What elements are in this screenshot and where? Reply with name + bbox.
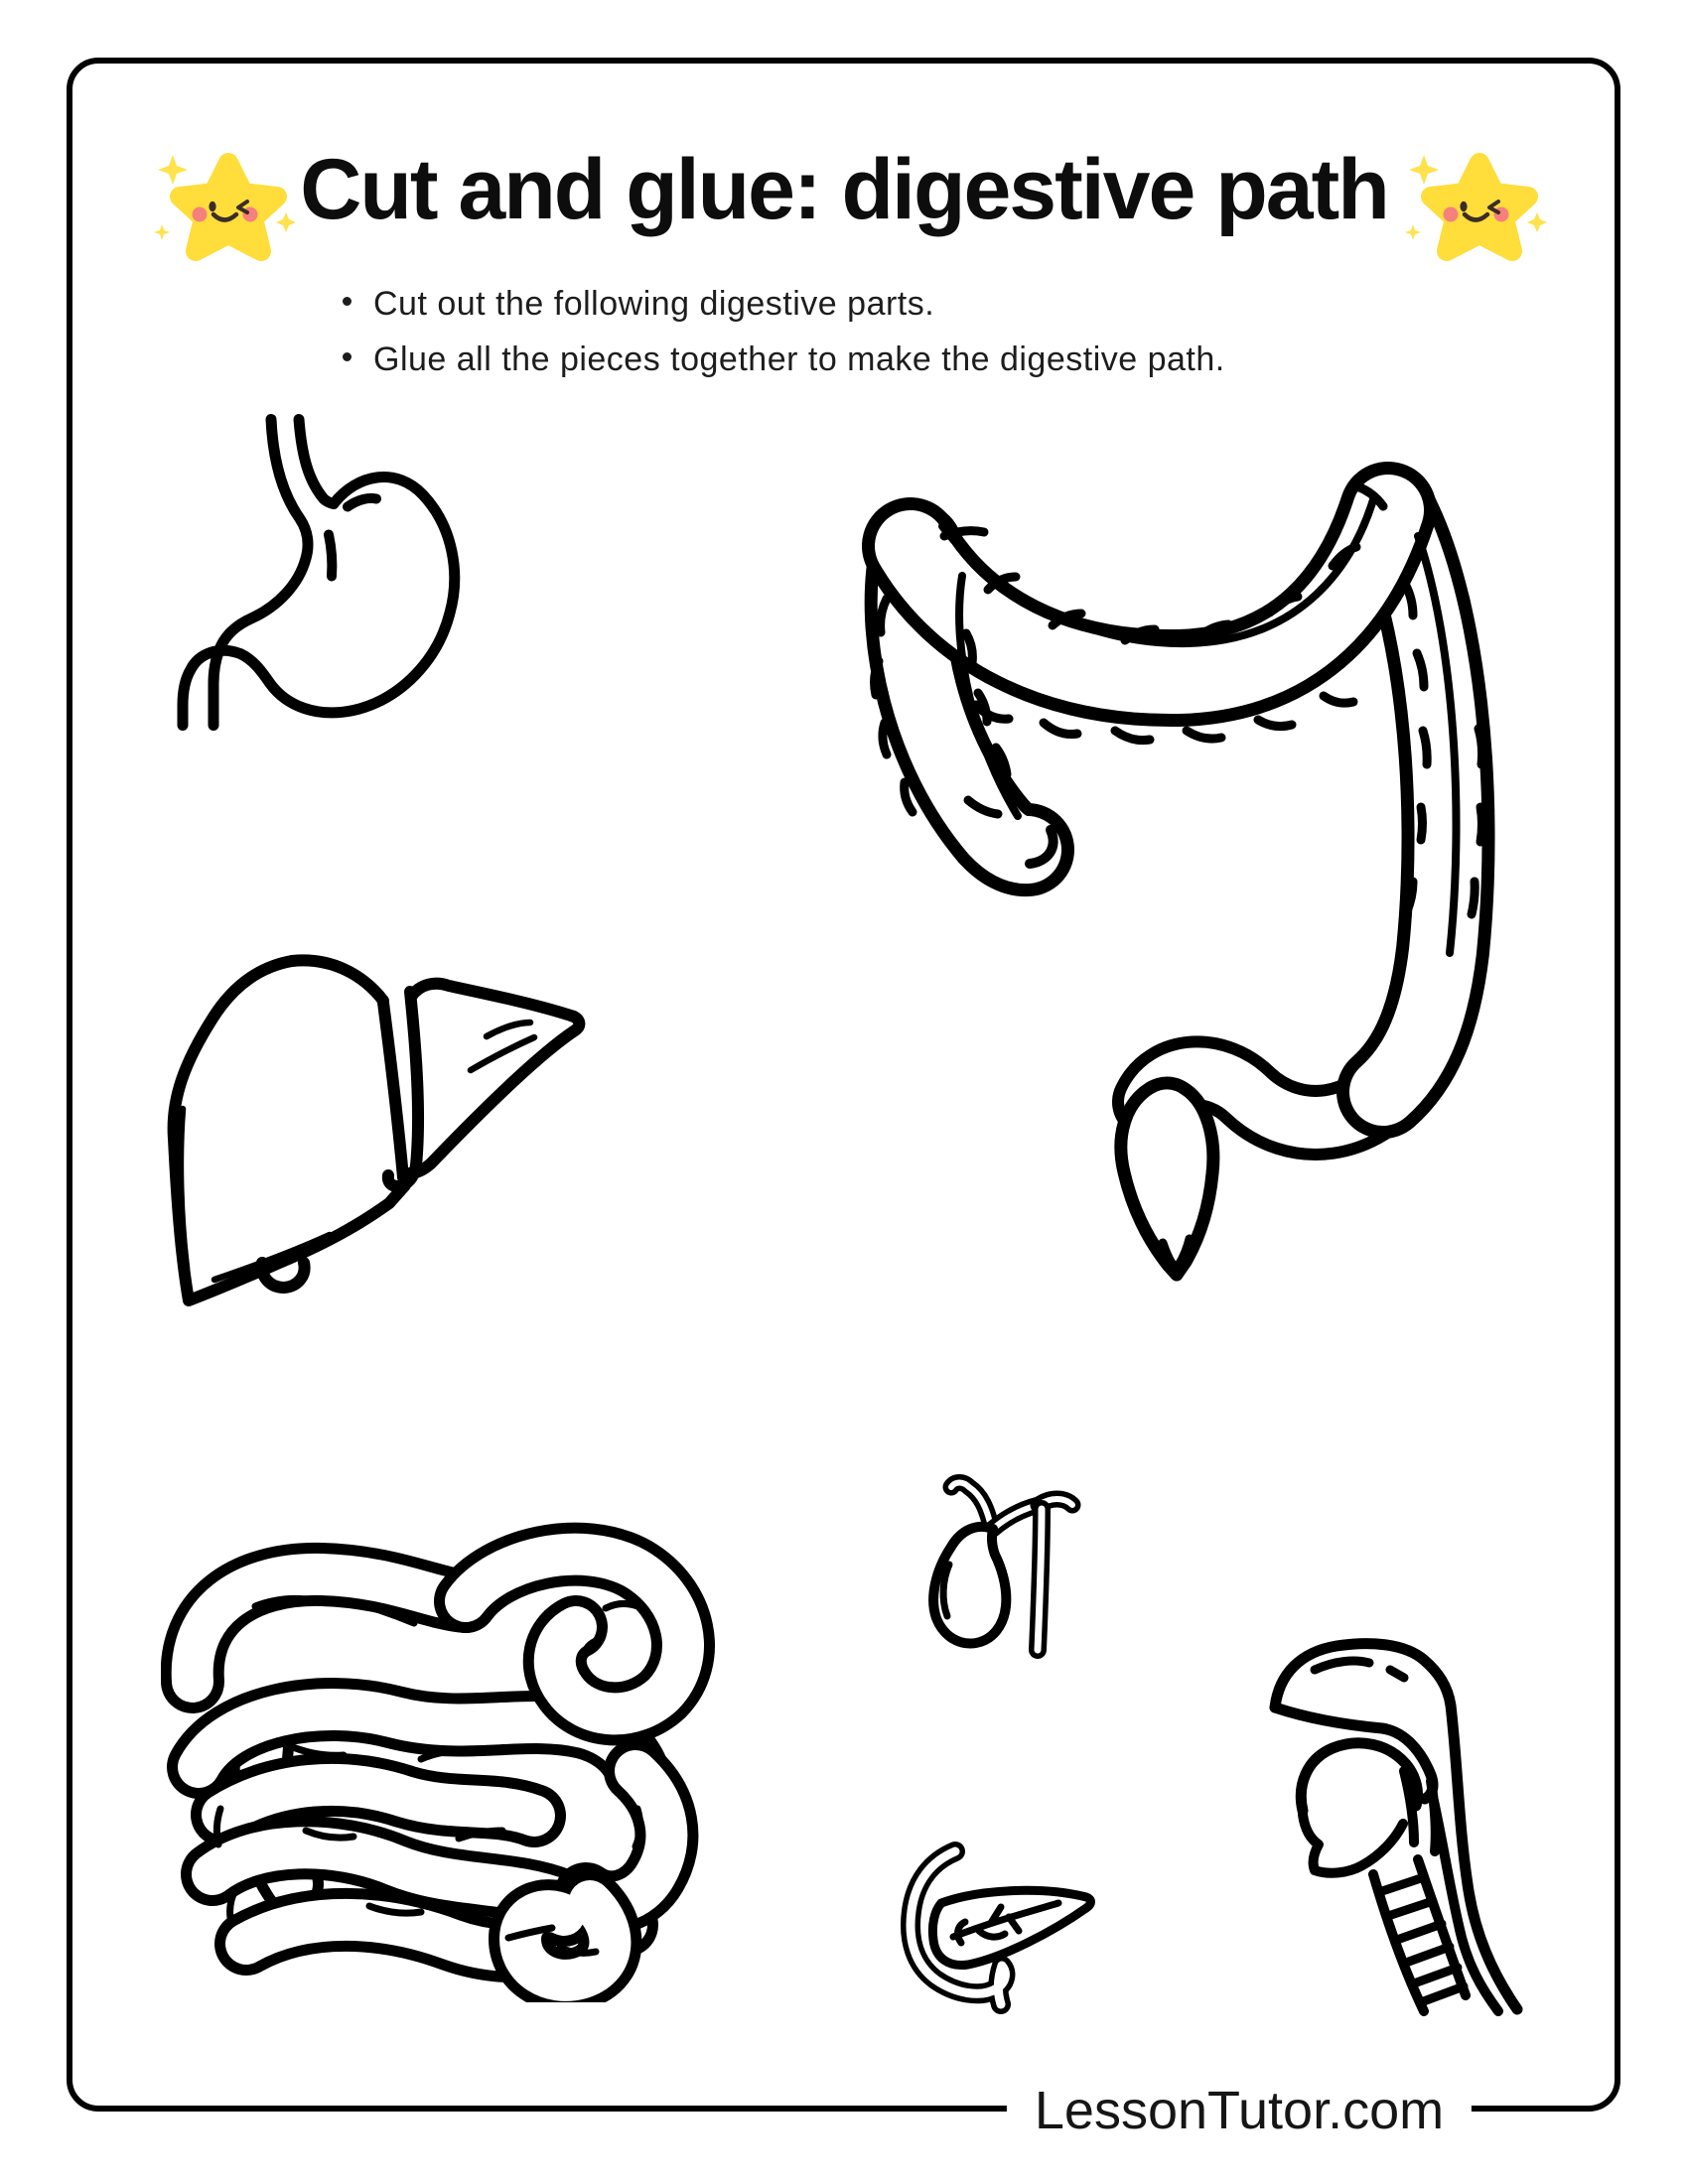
stomach-illustration — [157, 407, 465, 745]
liver-illustration — [141, 935, 613, 1332]
small-intestine-illustration — [161, 1511, 727, 2002]
page-title: Cut and glue: digestive path — [300, 142, 1388, 237]
footer-brand: LessonTutor.com — [1007, 2079, 1472, 2142]
throat-esophagus-illustration — [1253, 1624, 1536, 2026]
bullet-dot-icon — [343, 297, 352, 306]
instruction-item — [343, 332, 1225, 387]
bullet-dot-icon — [343, 352, 352, 361]
instruction-text: Cut out the following digestive parts. — [373, 285, 935, 323]
instructions-list — [343, 276, 1225, 387]
winking-star-icon — [1402, 151, 1551, 270]
instruction-text: Glue all the pieces together to make the digestive path. — [373, 341, 1225, 378]
large-intestine-illustration — [849, 395, 1534, 1289]
gallbladder-illustration — [921, 1467, 1085, 1661]
pancreas-illustration — [892, 1840, 1110, 2028]
instruction-item — [343, 276, 1225, 332]
